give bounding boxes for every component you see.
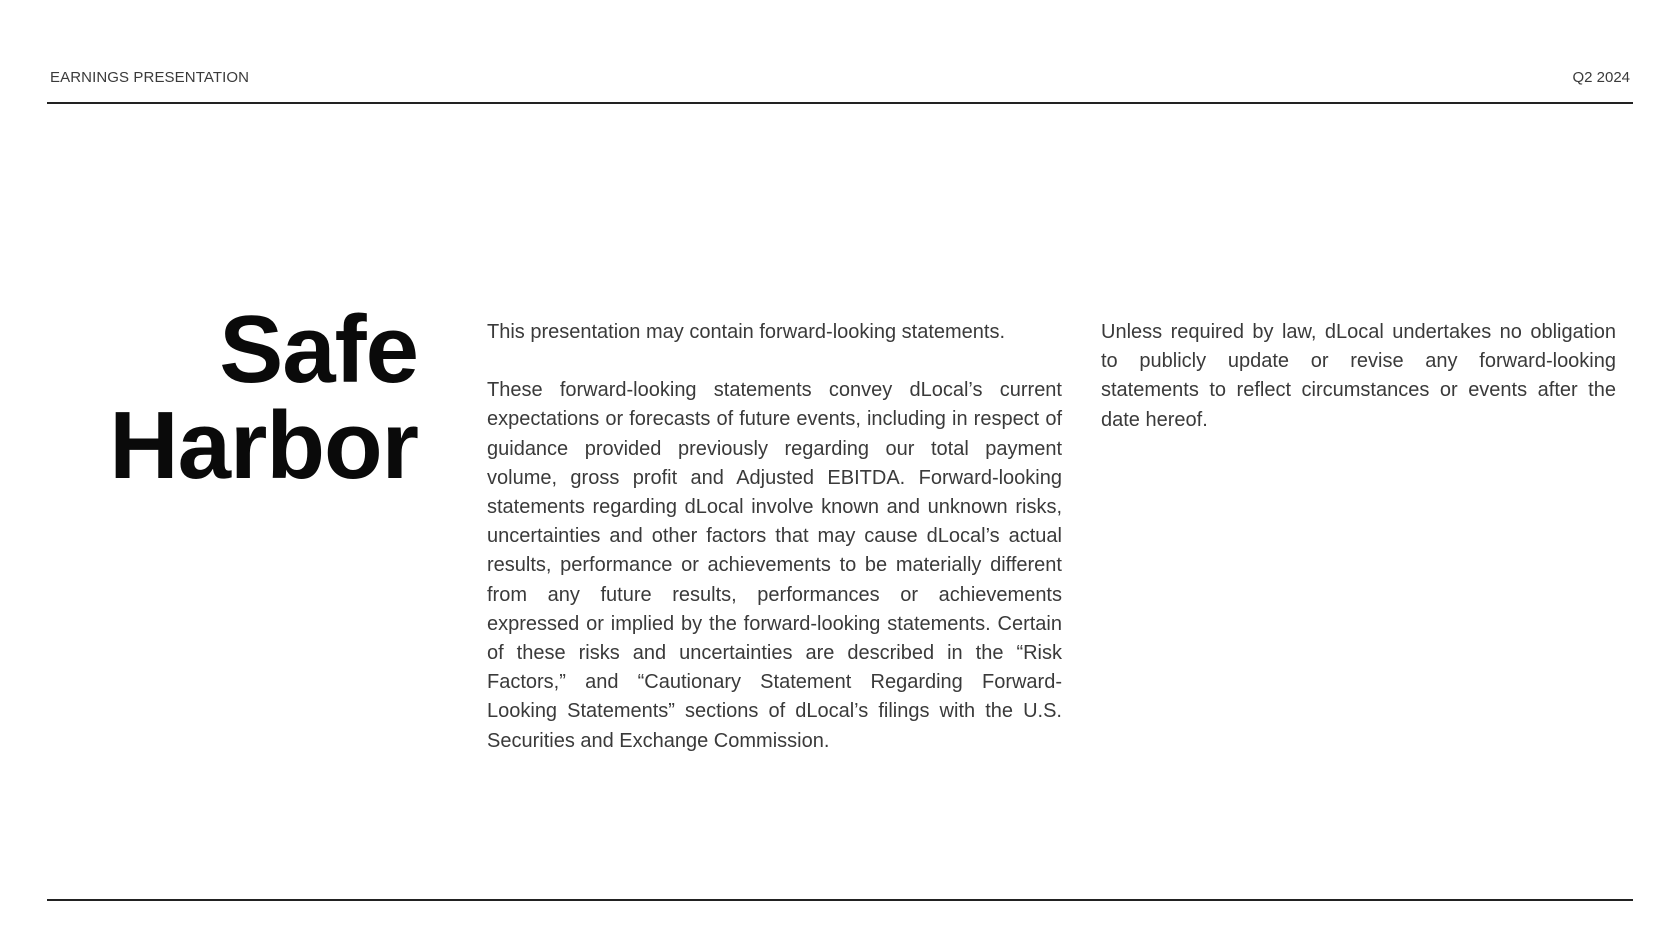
top-divider (47, 102, 1633, 104)
bottom-divider (47, 899, 1633, 901)
page-title-line-2: Harbor (109, 392, 418, 499)
intro-paragraph: This presentation may contain forward-looking statements. (487, 321, 1006, 343)
page-title (109, 296, 418, 499)
forward-looking-paragraph: These forward-looking statements convey dLocal’s current expectations or forecasts of future events, including in respect of guidance provided previously regarding our total payment volume, gross profit and Adjusted EBITDA. Forward-looking statements regarding dLocal involve known and unknown risks, uncertainties and other factors that may cause dLocal’s actual results, performance or achievements to be materially different from any future results, performances or achievements expressed or implied by the forward-looking statements. Certain of these risks and uncertainties are described in the “Risk Factors,” and “Cautionary Statement Regarding Forward-Looking Statements” sections of dLocal’s filings with the U.S. Securities and Exchange Commission. (487, 379, 1062, 752)
disclaimer-column-1 (487, 318, 1062, 785)
presentation-label: EARNINGS PRESENTATION (50, 69, 250, 86)
page-title-line-1: Safe (219, 296, 418, 403)
no-obligation-paragraph: Unless required by law, dLocal undertakes no obligation to publicly update or revise any forward-looking statements to reflect circumstances or events after the date hereof. (1101, 321, 1616, 431)
disclaimer-column-2 (1101, 318, 1616, 464)
period-label: Q2 2024 (1572, 69, 1630, 86)
